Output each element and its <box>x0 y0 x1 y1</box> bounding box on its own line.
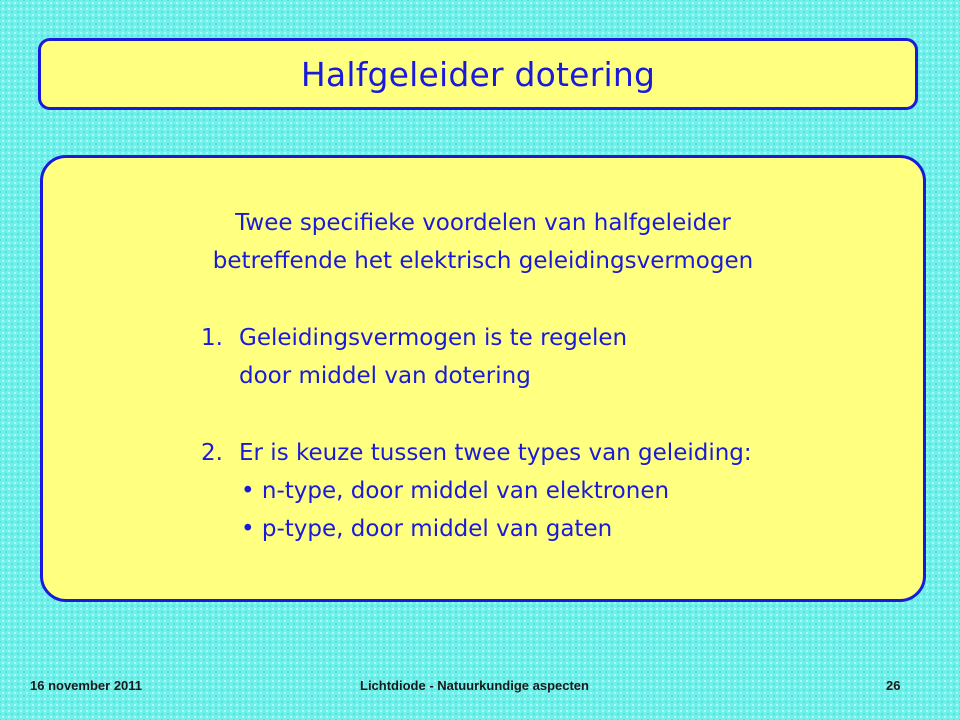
bullet-n-type: • n-type, door middel van elektronen <box>241 478 670 504</box>
slide-title-box <box>38 38 918 110</box>
footer-page-number: 26 <box>886 678 901 693</box>
list-item-1 <box>201 319 627 395</box>
slide-title: Halfgeleider dotering <box>300 54 656 94</box>
list-item-2-line-1: Er is keuze tussen twee types van geleiding: <box>239 440 752 466</box>
intro-line-2: betreffende het elektrisch geleidingsvermogen <box>212 248 754 274</box>
footer-date: 16 november 2011 <box>30 678 143 693</box>
list-item-2-number: 2. <box>201 440 223 466</box>
list-item-1-line-2: door middel van dotering <box>239 363 531 389</box>
list-item-1-line-1: Geleidingsvermogen is te regelen <box>239 325 628 351</box>
footer-title: Lichtdiode - Natuurkundige aspecten <box>360 678 589 693</box>
intro-text <box>43 204 923 280</box>
intro-line-1: Twee specifieke voordelen van halfgeleider <box>235 210 731 236</box>
list-item-1-number: 1. <box>201 325 223 351</box>
bullet-p-type: • p-type, door middel van gaten <box>241 516 613 542</box>
slide-content-box <box>40 155 926 602</box>
list-item-2 <box>201 434 752 548</box>
